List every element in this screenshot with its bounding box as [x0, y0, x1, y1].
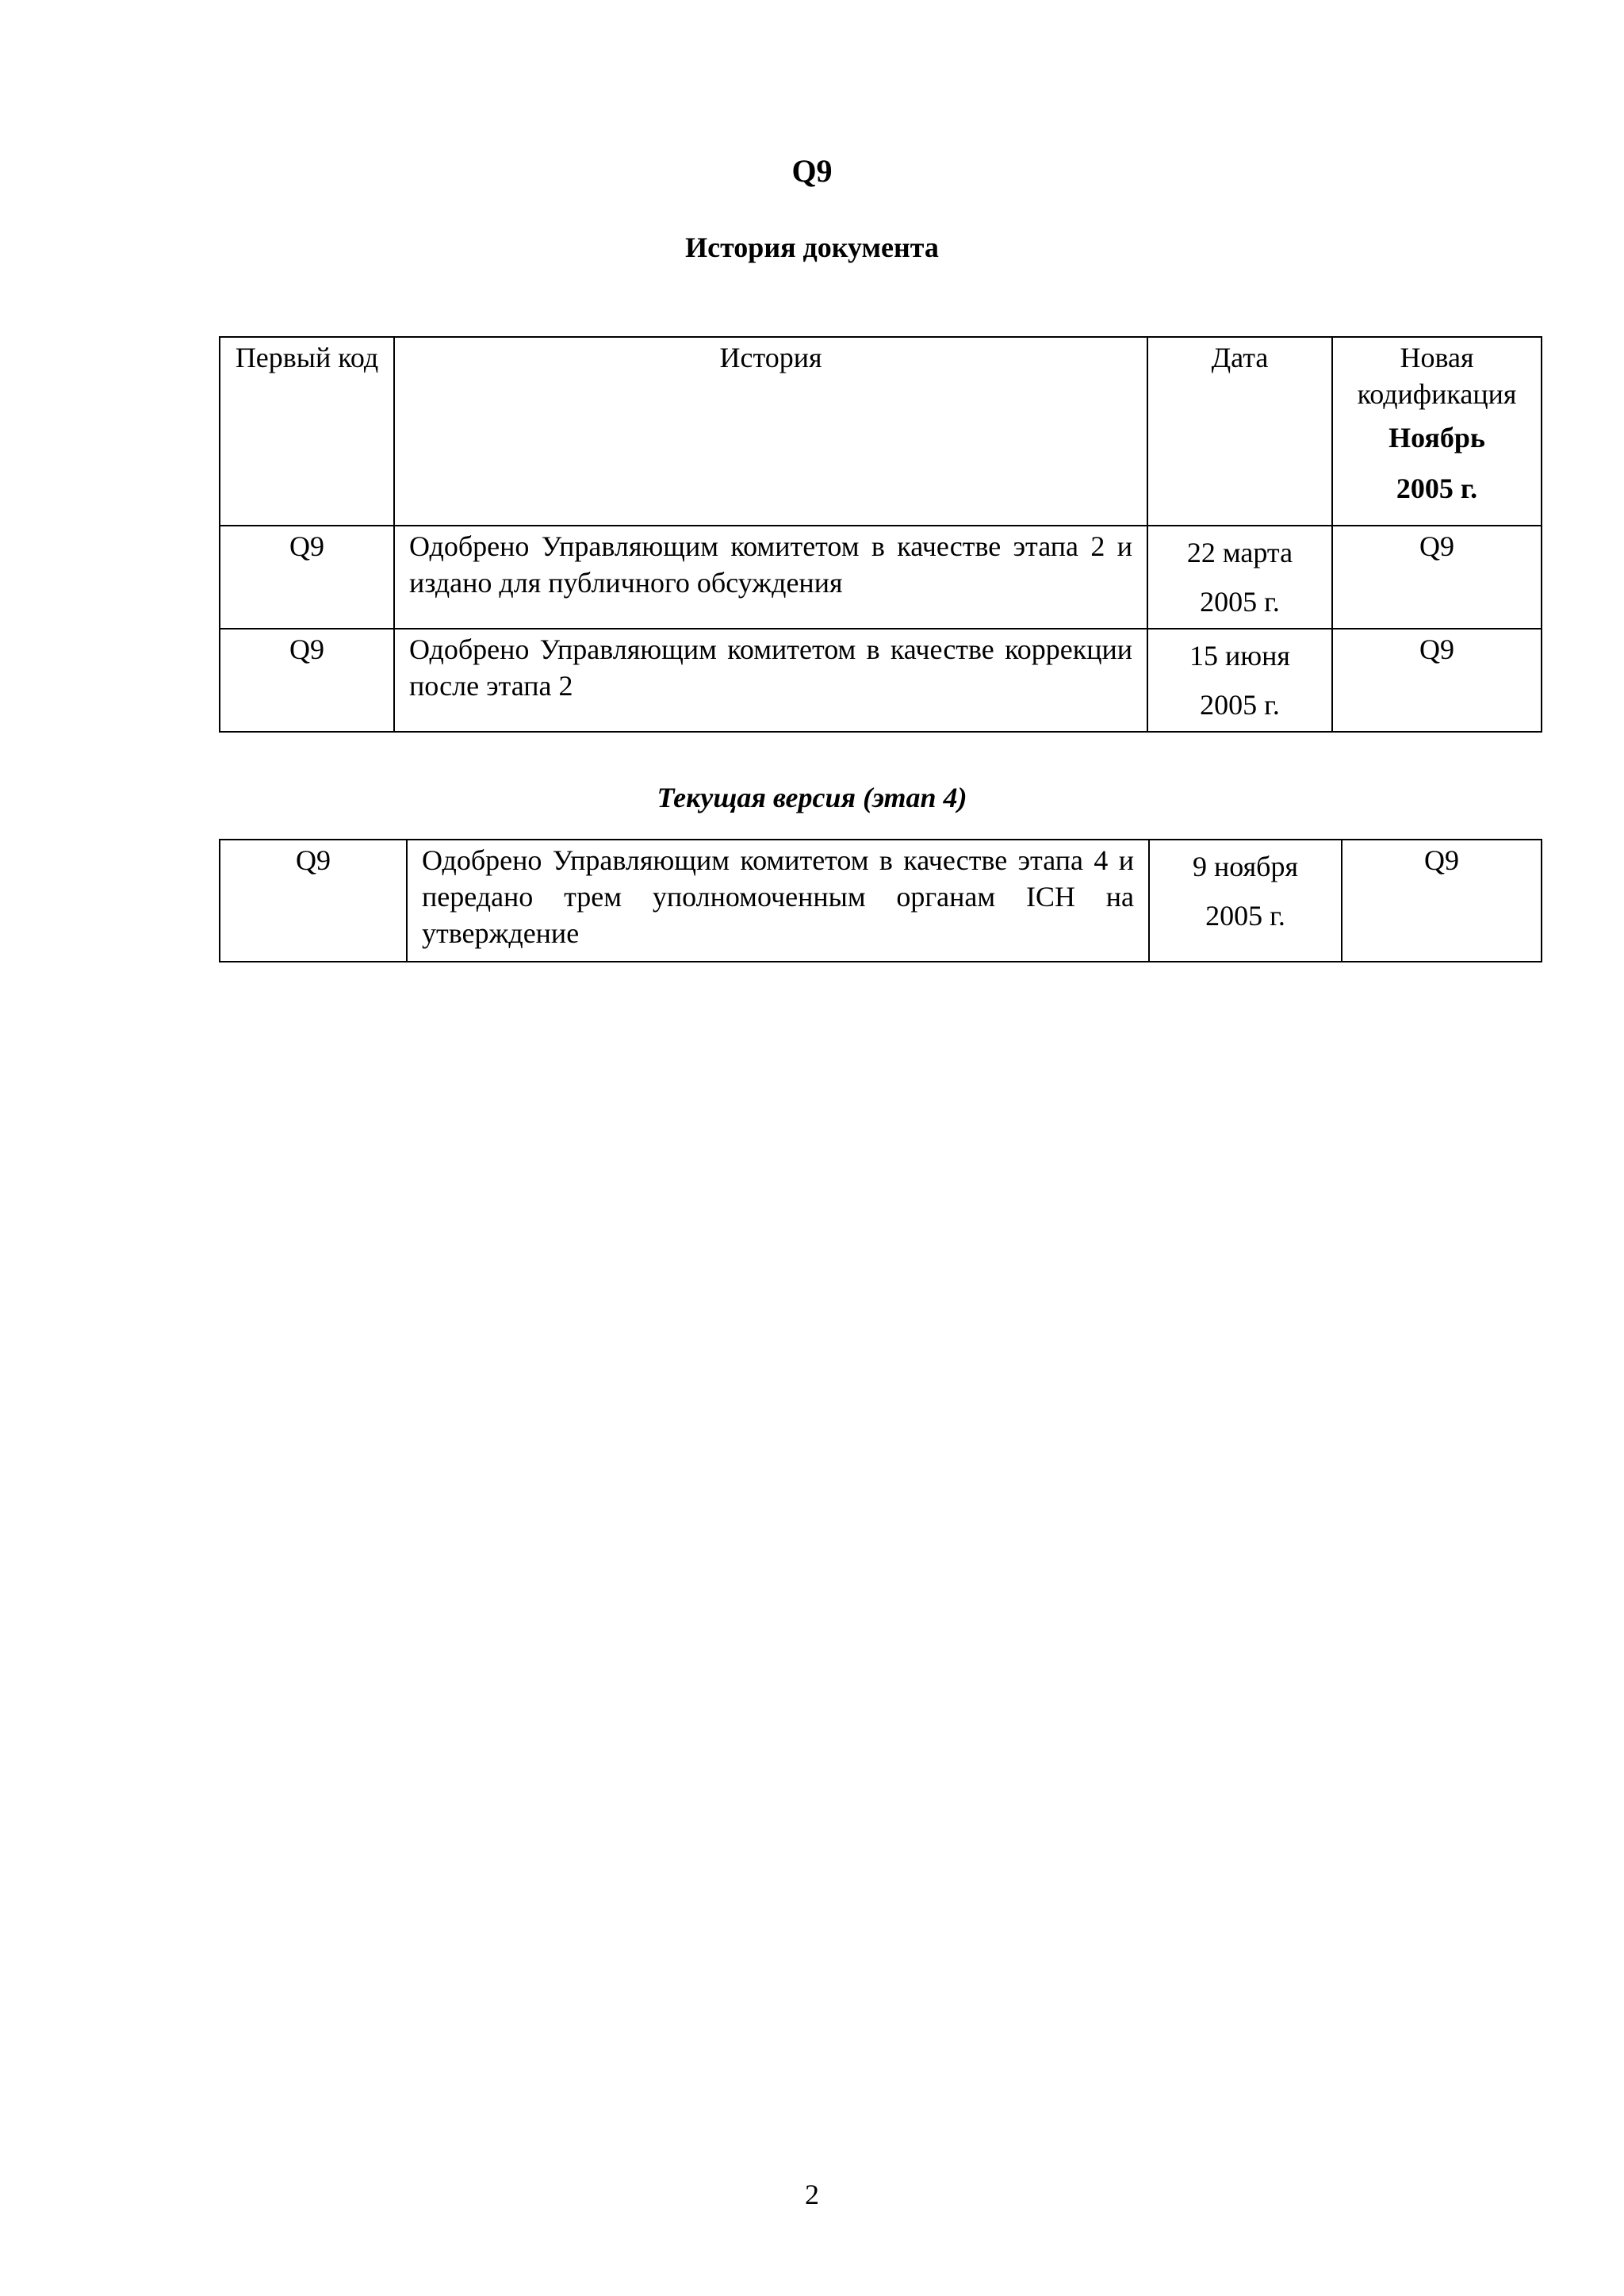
row-new-code: Q9	[1332, 526, 1542, 629]
current-version-title: Текущая версия (этап 4)	[657, 782, 967, 813]
header-new-codification-year: 2005 г.	[1396, 473, 1478, 504]
row-date	[1147, 629, 1332, 732]
document-history-title: История документа	[685, 232, 939, 263]
row-date-year: 2005 г.	[1205, 900, 1285, 932]
table-row	[220, 629, 1542, 732]
row-date-day: 22 марта	[1186, 537, 1293, 568]
header-new-codification-month: Ноябрь	[1388, 422, 1485, 453]
table-row	[220, 840, 1542, 962]
header-history: История	[394, 337, 1147, 526]
header-new-codification	[1332, 337, 1542, 526]
current-version-table	[219, 839, 1542, 962]
row-date-year: 2005 г.	[1200, 689, 1280, 721]
row-history: Одобрено Управляющим комитетом в качестве этапа 2 и издано для публичного обсуждения	[394, 526, 1147, 629]
row-first-code: Q9	[220, 840, 407, 962]
row-date	[1147, 526, 1332, 629]
history-table-header-row	[220, 337, 1542, 526]
row-new-code: Q9	[1342, 840, 1542, 962]
header-new-codification-label: Новая кодификация	[1357, 342, 1517, 410]
row-date-year: 2005 г.	[1200, 586, 1280, 618]
header-first-code: Первый код	[220, 337, 394, 526]
row-first-code: Q9	[220, 629, 394, 732]
row-first-code: Q9	[220, 526, 394, 629]
header-date: Дата	[1147, 337, 1332, 526]
row-date	[1149, 840, 1342, 962]
row-history: Одобрено Управляющим комитетом в качестве этапа 4 и передано трем уполномоченным органам ICH на утверждение	[407, 840, 1149, 962]
row-date-day: 15 июня	[1189, 640, 1290, 672]
table-row	[220, 526, 1542, 629]
row-date-day: 9 ноября	[1192, 851, 1298, 882]
row-history: Одобрено Управляющим комитетом в качестве коррекции после этапа 2	[394, 629, 1147, 732]
page-number: 2	[805, 2179, 819, 2210]
row-new-code: Q9	[1332, 629, 1542, 732]
history-table	[219, 336, 1542, 733]
document-code: Q9	[791, 153, 833, 189]
